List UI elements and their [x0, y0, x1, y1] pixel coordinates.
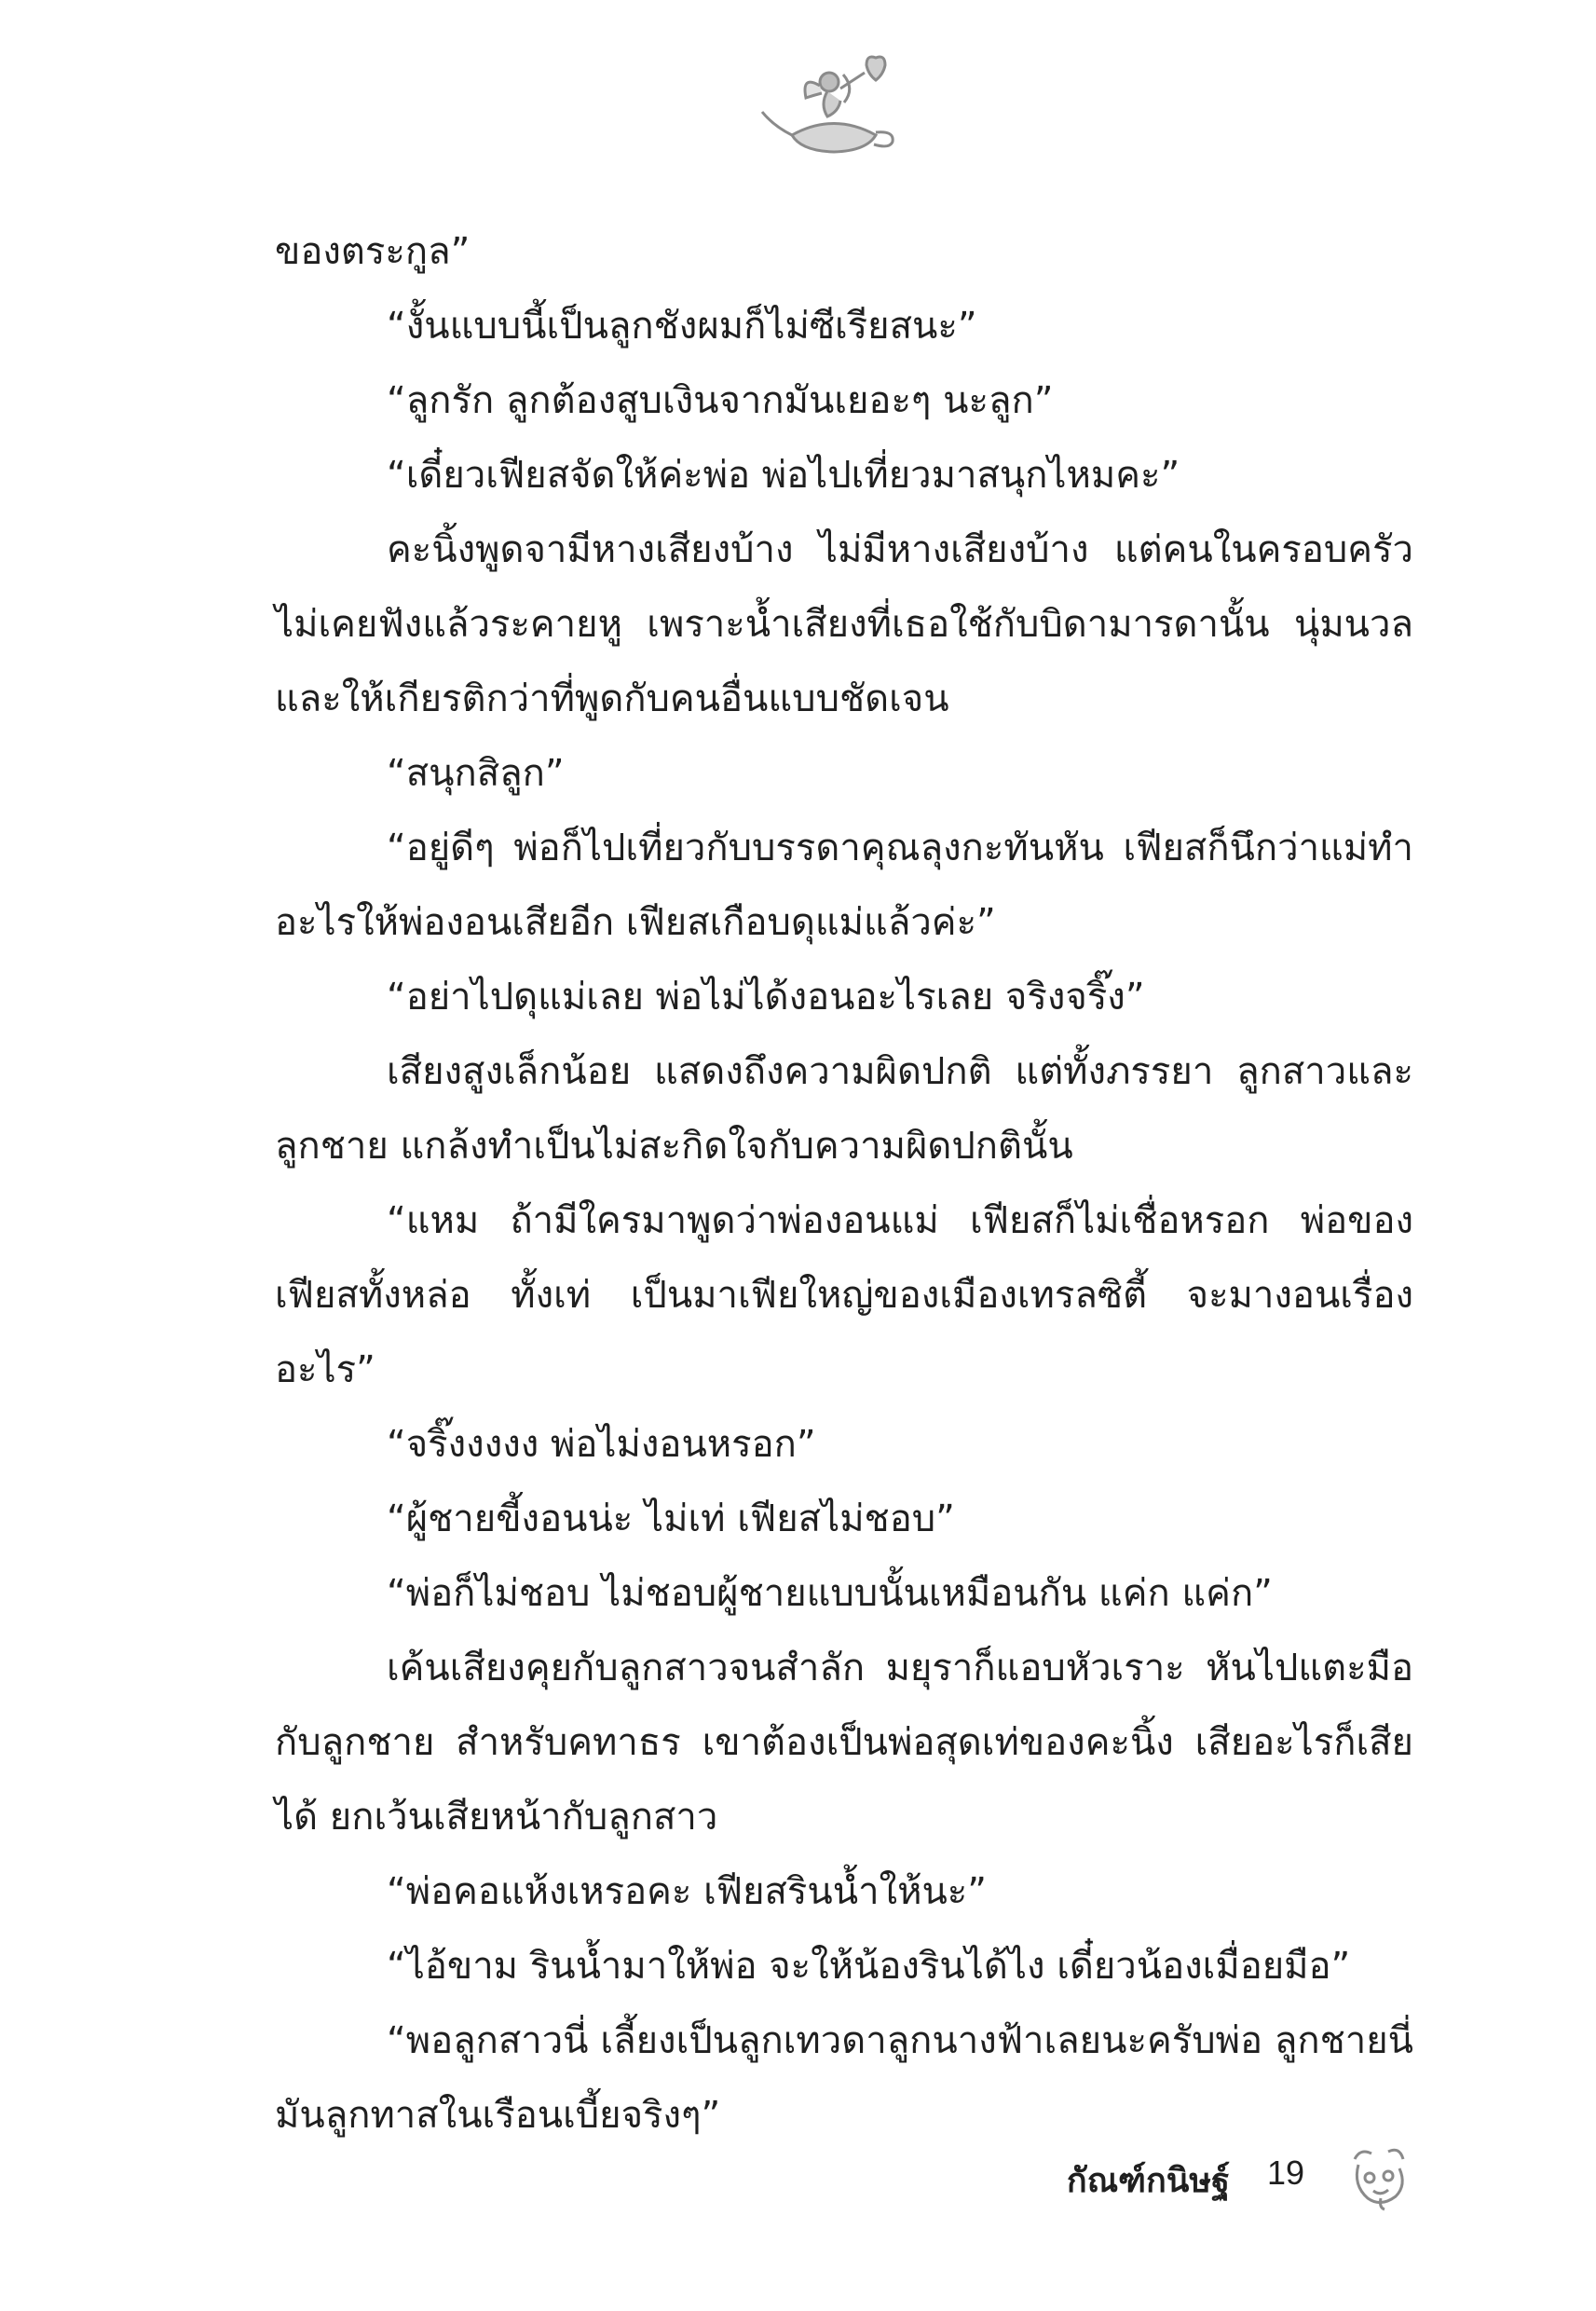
- paragraph: “เดี๋ยวเฟียสจัดให้ค่ะพ่อ พ่อไปเที่ยวมาสนุกไหมคะ”: [387, 454, 1180, 497]
- footer-author: กัณฑ์กนิษฐ์: [1066, 2162, 1230, 2200]
- story-text: [275, 214, 1413, 2153]
- paragraph: “ลูกรัก ลูกต้องสูบเงินจากมันเยอะๆ นะลูก”: [387, 379, 1054, 422]
- sleeping-face-ornament-icon: [1342, 2139, 1416, 2213]
- paragraph: “อยู่ดีๆ พ่อก็ไปเที่ยวกับบรรดาคุณลุงกะทันหัน เฟียสก็นึกว่าแม่ทำอะไรให้พ่องอนเสียอีก เฟียสเกือบดุแม่แล้วค่ะ”: [275, 827, 1413, 944]
- paragraph: เค้นเสียงคุยกับลูกสาวจนสำลัก มยุราก็แอบหัวเราะ หันไปแตะมือกับลูกชาย สำหรับคทาธร เขาต้องเป็นพ่อสุดเท่ของคะนิ้ง เสียอะไรก็เสียได้ ยกเว้นเสียหน้ากับลูกสาว: [275, 1647, 1413, 1839]
- paragraph: “จริ๊งงงงง พ่อไม่งอนหรอก”: [387, 1423, 816, 1466]
- paragraph: “พ่อก็ไม่ชอบ ไม่ชอบผู้ชายแบบนั้นเหมือนกัน แค่ก แค่ก”: [387, 1572, 1273, 1615]
- paragraph: คะนิ้งพูดจามีหางเสียงบ้าง ไม่มีหางเสียงบ้าง แต่คนในครอบครัวไม่เคยฟังแล้วระคายหู เพราะน้ำเสียงที่เธอใช้กับบิดามารดานั้น นุ่มนวลและให้เกียรติกว่าที่พูดกับคนอื่นแบบชัดเจน: [275, 528, 1413, 720]
- paragraph: เสียงสูงเล็กน้อย แสดงถึงความผิดปกติ แต่ทั้งภรรยา ลูกสาวและลูกชาย แกล้งทำเป็นไม่สะกิดใจกับความผิดปกตินั้น: [275, 1050, 1413, 1168]
- page-number: 19: [1266, 2154, 1304, 2192]
- paragraph: “ไอ้ขาม รินน้ำมาให้พ่อ จะให้น้องรินได้ไง เดี๋ยวน้องเมื่อยมือ”: [387, 1945, 1351, 1988]
- cupid-teapot-ornament-icon: [755, 47, 913, 158]
- paragraph: “พอลูกสาวนี่ เลี้ยงเป็นลูกเทวดาลูกนางฟ้าเลยนะครับพ่อ ลูกชายนี่มันลูกทาสในเรือนเบี้ยจริงๆ”: [275, 2019, 1413, 2137]
- paragraph: “ผู้ชายขี้งอนน่ะ ไม่เท่ เฟียสไม่ชอบ”: [387, 1497, 955, 1540]
- paragraph: “สนุกสิลูก”: [387, 752, 565, 795]
- page-footer: [1025, 2139, 1416, 2222]
- paragraph: “พ่อคอแห้งเหรอคะ เฟียสรินน้ำให้นะ”: [387, 1870, 988, 1913]
- paragraph: “แหม ถ้ามีใครมาพูดว่าพ่องอนแม่ เฟียสก็ไม่เชื่อหรอก พ่อของเฟียสทั้งหล่อ ทั้งเท่ เป็นมาเฟียใหญ่ของเมืองเทรลซิตี้ จะมางอนเรื่องอะไร”: [275, 1199, 1413, 1391]
- paragraph: “อย่าไปดุแม่เลย พ่อไม่ได้งอนอะไรเลย จริงจริ๊ง”: [387, 976, 1145, 1019]
- paragraph: “งั้นแบบนี้เป็นลูกชังผมก็ไม่ซีเรียสนะ”: [387, 305, 977, 348]
- paragraph: ของตระกูล”: [275, 230, 471, 273]
